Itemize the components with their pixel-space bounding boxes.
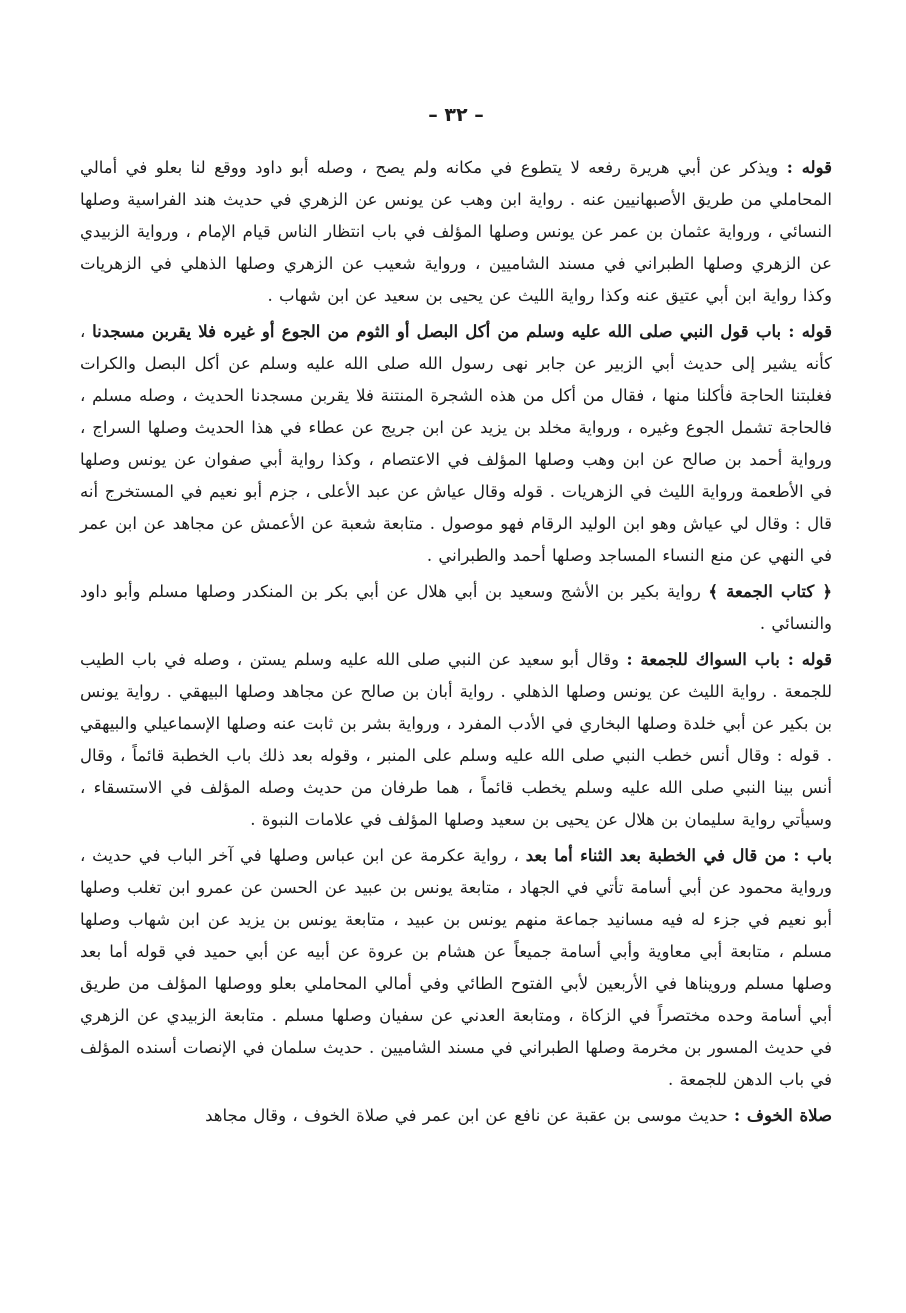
paragraph-heading: قوله :: [786, 158, 832, 177]
paragraph-qawluh-3: [80, 644, 832, 836]
paragraph-kitab-jumua: [80, 576, 832, 640]
paragraph-heading: قوله : باب السواك للجمعة :: [626, 650, 832, 669]
paragraph-qawluh-2: [80, 316, 832, 572]
paragraph-text: رواية بكير بن الأشج وسعيد بن أبي هلال عن أبي بكر بن المنكدر وصلها مسلم وأبو داود والنسائي .: [80, 582, 832, 633]
paragraph-text: ويذكر عن أبي هريرة رفعه لا يتطوع في مكانه ولم يصح ، وصله أبو داود ووقع لنا بعلو في أمالي المحاملي من طريق الأصبهانيين عنه . رواية ابن وهب عن يونس عن الزهري في حديث هند الفراسية وصلها النسائي ، ورواية عثمان بن عمر عن يونس وصلها المؤلف في باب انتظار الناس قيام الإمام ، ورواية الزبيدي عن الزهري وصلها الطبراني في مسند الشاميين ، ورواية شعيب عن الزهري وصلها الذهلي في الزهريات وكذا رواية ابن أبي عتيق عنه وكذا رواية الليث عن يحيى بن سعيد عن ابن شهاب .: [80, 158, 832, 305]
paragraph-heading: باب : من قال في الخطبة بعد الثناء أما بعد: [525, 846, 832, 865]
paragraph-heading: صلاة الخوف :: [734, 1106, 832, 1125]
paragraph-heading: قوله : باب قول النبي صلى الله عليه وسلم من أكل البصل أو الثوم من الجوع أو غيره فلا يقربن مسجدنا: [92, 322, 832, 341]
paragraph-text: وقال أبو سعيد عن النبي صلى الله عليه وسلم يستن ، وصله في باب الطيب للجمعة . رواية الليث عن يونس وصلها الذهلي . رواية أبان بن صالح عن مجاهد وصلها البيهقي . رواية يونس بن بكير عن أبي خلدة وصلها البخاري في الأدب المفرد ، ورواية بشر بن ثابت عنه وصلها الإسماعيلي والبيهقي . قوله : وقال أنس خطب النبي صلى الله عليه وسلم على المنبر ، وقوله بعد ذلك باب الخطبة قائماً ، وقال أنس بينا النبي صلى الله عليه وسلم يخطب قائماً ، هما طرفان من حديث وصله المؤلف في الاستسقاء ، وسيأتي رواية سليمان بن هلال عن يحيى بن سعيد وصلها المؤلف في علامات النبوة .: [80, 650, 832, 829]
paragraph-bab-man-qal: [80, 840, 832, 1096]
paragraph-qawluh-1: [80, 152, 832, 312]
paragraph-salat-khawf: [80, 1100, 832, 1132]
paragraph-text: حديث موسى بن عقبة عن نافع عن ابن عمر في صلاة الخوف ، وقال مجاهد: [205, 1106, 735, 1125]
paragraph-heading: ﴿ كتاب الجمعة ﴾: [708, 582, 833, 601]
paragraph-text: ، رواية عكرمة عن ابن عباس وصلها في آخر الباب في حديث ، ورواية محمود عن أبي أسامة تأتي في الجهاد ، متابعة يونس بن عبيد عن الحسن عن عمرو ابن تغلب وصلها أبو نعيم في جزء له فيه مسانيد جماعة منهم يونس بن عبيد ، متابعة يونس بن يزيد عن ابن شهاب وصلها مسلم ، متابعة أبي معاوية وأبي أسامة جميعاً عن هشام بن عروة عن أبيه عن أبي حميد في قوله أما بعد وصلها مسلم ورويناها في الأربعين لأبي الفتوح الطائي وفي أمالي المحاملي بعلو ووصلها المؤلف من طريق أبي أسامة وحده مختصراً في الزكاة ، ومتابعة العدني عن سفيان وصلها مسلم . متابعة الزبيدي عن الزهري في حديث المسور بن مخرمة وصلها الطبراني في مسند الشاميين . حديث سلمان في الإنصات أسنده المؤلف في باب الدهن للجمعة .: [80, 846, 832, 1089]
page-number: – ٣٢ –: [428, 104, 484, 126]
paragraph-text: ، كأنه يشير إلى حديث أبي الزبير عن جابر نهى رسول الله صلى الله عليه وسلم عن أكل البصل والكرات فغلبتنا الحاجة فأكلنا منها ، فقال من أكل من هذه الشجرة المنتنة فلا يقربن مسجدنا الحديث ، وصله مسلم ، فالحاجة تشمل الجوع وغيره ، ورواية مخلد بن يزيد عن ابن جريج عن عطاء في هذا الحديث وصلها السراج ، ورواية أحمد بن صالح عن ابن وهب وصلها المؤلف في الاعتصام ، وكذا رواية أبي صفوان عن يونس وصلها في الأطعمة ورواية الليث في الزهريات . قوله وقال عياش عن عبد الأعلى ، جزم أبو نعيم في المستخرج أنه قال : وقال لي عياش وهو ابن الوليد الرقام فهو موصول . متابعة شعبة عن الأعمش عن مجاهد عن ابن عمر في النهي عن منع النساء المساجد وصلها أحمد والطبراني .: [80, 322, 832, 565]
